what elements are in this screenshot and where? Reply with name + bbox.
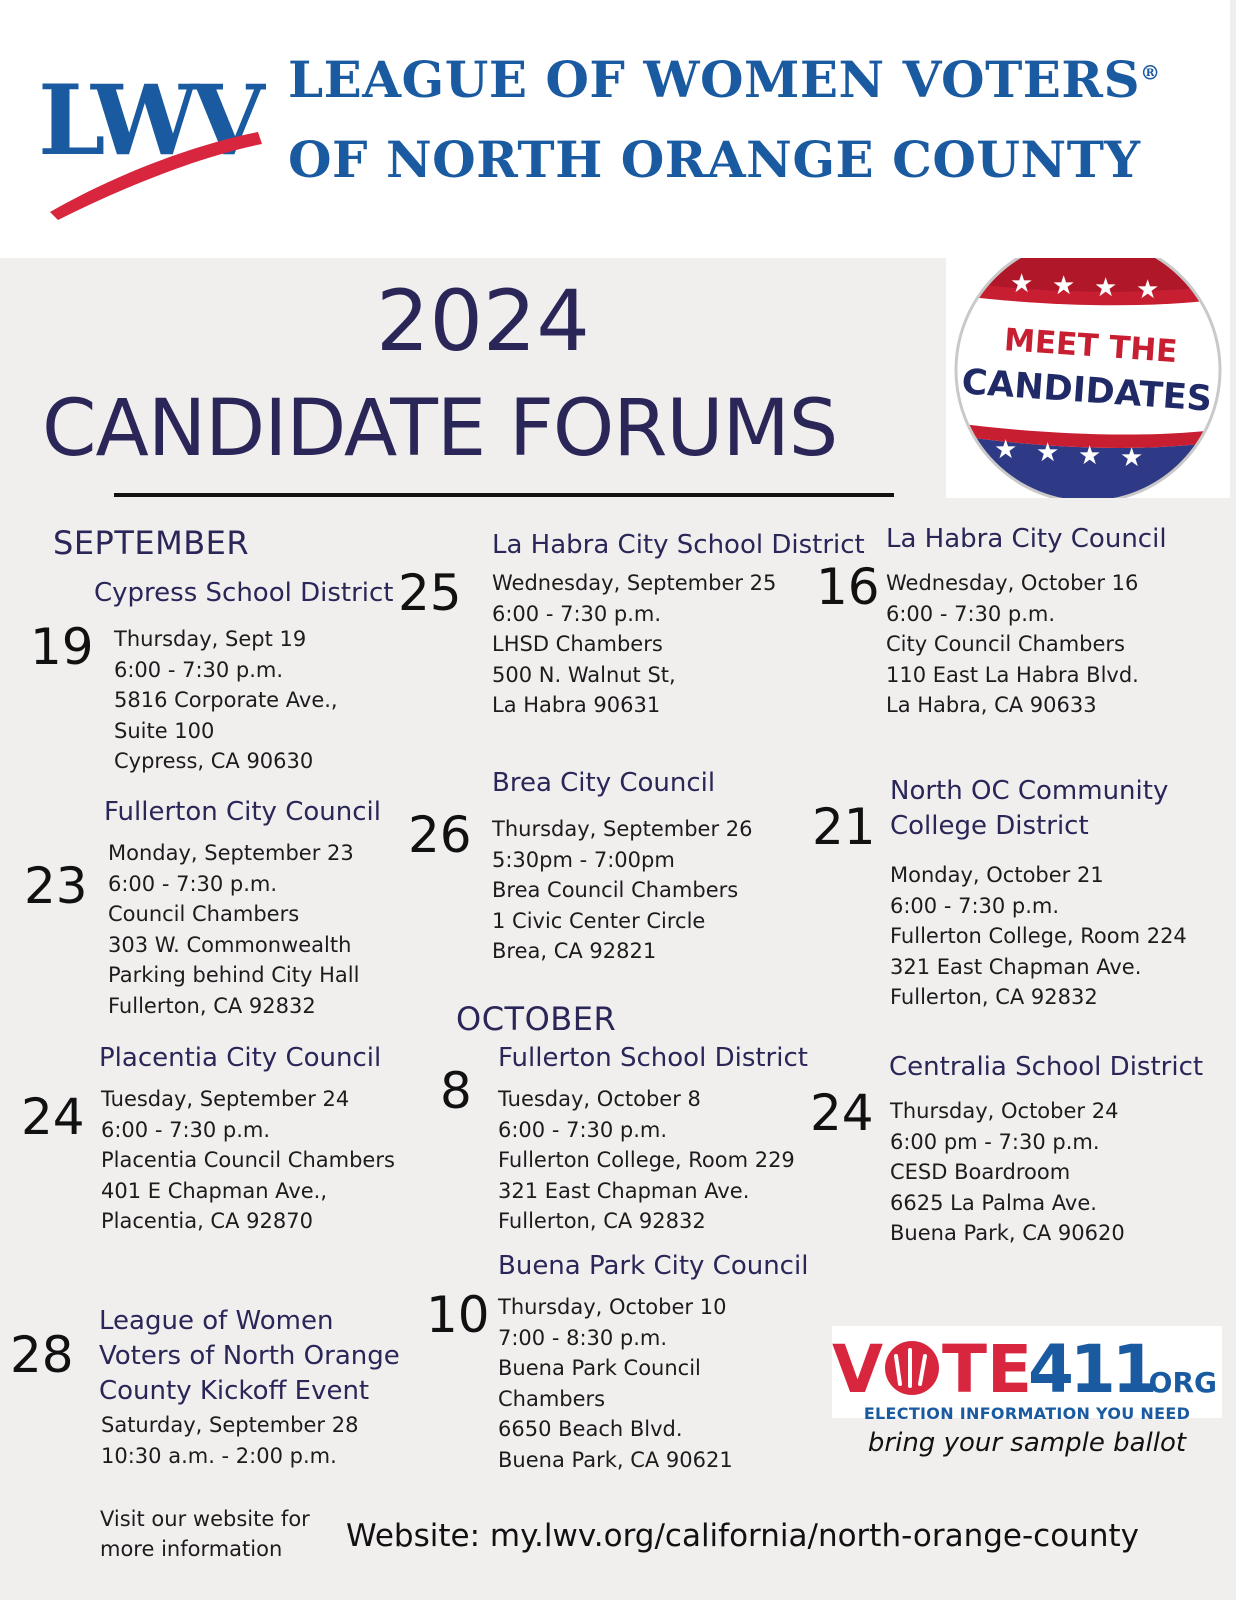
event-details-centralia-school: Thursday, October 24 6:00 pm - 7:30 p.m. CESD Boardroom 6625 La Palma Ave. Buena Park, CA 90620 [890, 1099, 1125, 1245]
event-day-26: 26 [408, 806, 472, 864]
org-name-line-1: LEAGUE OF WOMEN VOTERS® [288, 50, 1161, 109]
header-banner [0, 0, 1230, 258]
event-day-21: 21 [812, 798, 876, 856]
star-icon: ★ [1052, 271, 1076, 301]
sample-ballot-note: bring your sample ballot [867, 1428, 1187, 1458]
lwv-logo [36, 44, 266, 224]
event-title-fullerton-city-council: Fullerton City Council [104, 797, 381, 827]
event-details-la-habra-city-council: Wednesday, October 16 6:00 - 7:30 p.m. City Council Chambers 110 East La Habra Blvd. La Habra, CA 90633 [886, 571, 1139, 717]
page-title: CANDIDATE FORUMS [42, 384, 838, 474]
visit-website-note: Visit our website for more information [100, 1507, 310, 1561]
star-icon: ★ [1094, 273, 1118, 303]
event-details-la-habra-school: Wednesday, September 25 6:00 - 7:30 p.m. LHSD Chambers 500 N. Walnut St, La Habra 90631 [492, 571, 777, 717]
star-icon: ★ [1120, 443, 1144, 473]
event-details-brea-city-council: Thursday, September 26 5:30pm - 7:00pm Brea Council Chambers 1 Civic Center Circle Brea, CA 92821 [492, 817, 753, 963]
star-icon: ★ [1136, 275, 1160, 305]
event-details-cypress-school: Thursday, Sept 19 6:00 - 7:30 p.m. 5816 Corporate Ave., Suite 100 Cypress, CA 90630 [114, 627, 338, 773]
event-title-noc-college: North OC Community College District [890, 776, 1169, 841]
svg-text:.ORG: .ORG [1138, 1366, 1217, 1399]
website-url[interactable]: Website: my.lwv.org/california/north-orange-county [346, 1518, 1139, 1554]
event-day-8: 8 [440, 1062, 472, 1120]
badge-line-1: MEET THE [1002, 322, 1179, 371]
badge-area [946, 258, 1230, 498]
event-day-25: 25 [398, 564, 462, 622]
event-title-fullerton-school: Fullerton School District [498, 1043, 808, 1073]
svg-text:411: 411 [1028, 1331, 1154, 1408]
event-title-kickoff: League of Women Voters of North Orange County Kickoff Event [99, 1306, 400, 1406]
year-heading: 2024 [376, 272, 590, 370]
event-details-fullerton-city-council: Monday, September 23 6:00 - 7:30 p.m. Council Chambers 303 W. Commonwealth Parking behind City Hall Fullerton, CA 92832 [108, 841, 360, 1018]
svg-text:TE: TE [942, 1331, 1033, 1408]
event-day-28: 28 [10, 1326, 74, 1384]
event-details-buena-park-city-council: Thursday, October 10 7:00 - 8:30 p.m. Buena Park Council Chambers 6650 Beach Blvd. Buena Park, CA 90621 [498, 1295, 733, 1472]
event-day-24-sept: 24 [21, 1088, 85, 1146]
event-title-la-habra-school: La Habra City School District [492, 530, 865, 560]
event-day-10: 10 [426, 1286, 490, 1344]
event-title-placentia-city-council: Placentia City Council [99, 1043, 382, 1073]
meet-the-candidates-badge [946, 258, 1230, 498]
event-details-placentia-city-council: Tuesday, September 24 6:00 - 7:30 p.m. Placentia Council Chambers 401 E Chapman Ave., Placentia, CA 92870 [101, 1087, 395, 1233]
month-october: OCTOBER [456, 1000, 617, 1038]
vote411-tagline: ELECTION INFORMATION YOU NEED [863, 1404, 1191, 1423]
star-icon: ★ [1036, 438, 1060, 468]
event-title-centralia-school: Centralia School District [889, 1052, 1204, 1082]
title-divider [114, 493, 894, 497]
event-day-23: 23 [24, 857, 88, 915]
event-title-la-habra-city-council: La Habra City Council [886, 524, 1167, 554]
org-name-line-2: OF NORTH ORANGE COUNTY [288, 130, 1141, 189]
star-icon: ★ [994, 435, 1018, 465]
event-day-24-oct: 24 [810, 1084, 874, 1142]
event-day-16: 16 [816, 558, 880, 616]
badge-line-2: CANDIDATES [960, 362, 1214, 420]
month-september: SEPTEMBER [53, 524, 250, 562]
event-title-brea-city-council: Brea City Council [492, 768, 716, 798]
star-icon: ★ [1010, 269, 1034, 299]
event-day-19: 19 [30, 618, 94, 676]
event-details-fullerton-school: Tuesday, October 8 6:00 - 7:30 p.m. Fullerton College, Room 229 321 East Chapman Ave. Fullerton, CA 92832 [498, 1087, 795, 1233]
svg-text:LWV: LWV [38, 64, 258, 177]
star-icon: ★ [1078, 441, 1102, 471]
event-details-kickoff: Saturday, September 28 10:30 a.m. - 2:00 p.m. [101, 1413, 359, 1468]
event-details-noc-college: Monday, October 21 6:00 - 7:30 p.m. Fullerton College, Room 224 321 East Chapman Ave. Fullerton, CA 92832 [890, 863, 1187, 1009]
svg-text:V: V [832, 1331, 884, 1408]
event-title-buena-park-city-council: Buena Park City Council [498, 1251, 809, 1281]
event-title-cypress-school: Cypress School District [94, 578, 394, 608]
